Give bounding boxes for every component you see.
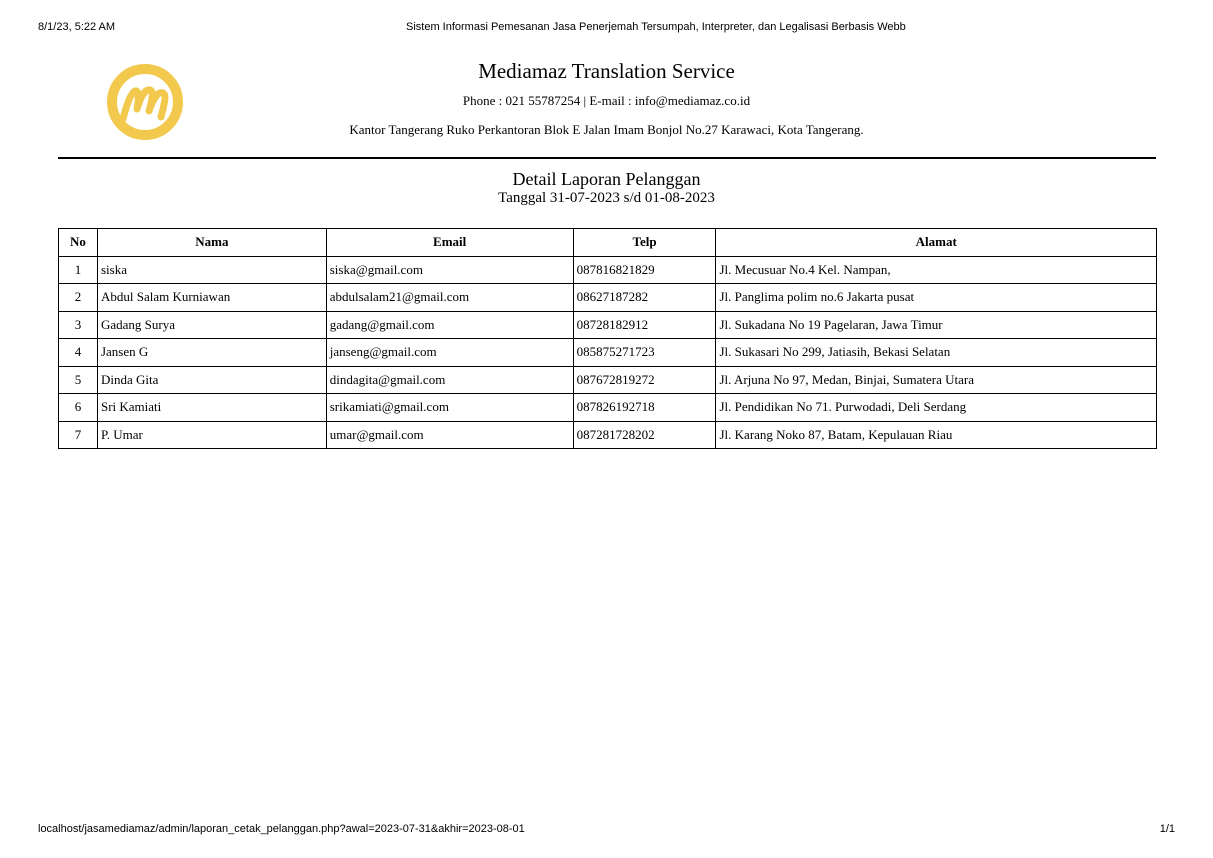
column-header-email: Email bbox=[326, 229, 573, 257]
table-row bbox=[59, 311, 1157, 339]
table-row bbox=[59, 394, 1157, 422]
column-header-alamat: Alamat bbox=[716, 229, 1157, 257]
cell-telp: 087826192718 bbox=[573, 394, 716, 422]
cell-email: srikamiati@gmail.com bbox=[326, 394, 573, 422]
cell-nama: Jansen G bbox=[97, 339, 326, 367]
column-header-telp: Telp bbox=[573, 229, 716, 257]
company-address: Kantor Tangerang Ruko Perkantoran Blok E Jalan Imam Bonjol No.27 Karawaci, Kota Tangerang. bbox=[349, 122, 864, 137]
cell-nama: Dinda Gita bbox=[97, 366, 326, 394]
table-row bbox=[59, 421, 1157, 449]
table-row bbox=[59, 284, 1157, 312]
table-row bbox=[59, 256, 1157, 284]
cell-alamat: Jl. Sukadana No 19 Pagelaran, Jawa Timur bbox=[716, 311, 1157, 339]
table-header-row bbox=[59, 229, 1157, 257]
cell-nama: Abdul Salam Kurniawan bbox=[97, 284, 326, 312]
cell-no: 5 bbox=[59, 366, 98, 394]
column-header-nama: Nama bbox=[97, 229, 326, 257]
customer-report-table bbox=[58, 228, 1157, 449]
cell-email: umar@gmail.com bbox=[326, 421, 573, 449]
report-title: Detail Laporan Pelanggan bbox=[512, 169, 701, 189]
cell-email: gadang@gmail.com bbox=[326, 311, 573, 339]
cell-email: abdulsalam21@gmail.com bbox=[326, 284, 573, 312]
cell-telp: 087816821829 bbox=[573, 256, 716, 284]
table-row bbox=[59, 366, 1157, 394]
cell-no: 3 bbox=[59, 311, 98, 339]
print-header-datetime: 8/1/23, 5:22 AM bbox=[38, 21, 116, 33]
cell-nama: P. Umar bbox=[97, 421, 326, 449]
cell-alamat: Jl. Karang Noko 87, Batam, Kepulauan Riau bbox=[716, 421, 1157, 449]
cell-telp: 085875271723 bbox=[573, 339, 716, 367]
cell-no: 4 bbox=[59, 339, 98, 367]
cell-alamat: Jl. Pendidikan No 71. Purwodadi, Deli Serdang bbox=[716, 394, 1157, 422]
cell-nama: Gadang Surya bbox=[97, 311, 326, 339]
table-row bbox=[59, 339, 1157, 367]
report-period: Tanggal 31-07-2023 s/d 01-08-2023 bbox=[498, 190, 715, 206]
cell-alamat: Jl. Arjuna No 97, Medan, Binjai, Sumatera Utara bbox=[716, 366, 1157, 394]
cell-email: siska@gmail.com bbox=[326, 256, 573, 284]
cell-alamat: Jl. Panglima polim no.6 Jakarta pusat bbox=[716, 284, 1157, 312]
cell-telp: 087672819272 bbox=[573, 366, 716, 394]
company-name: Mediamaz Translation Service bbox=[478, 59, 735, 83]
cell-no: 1 bbox=[59, 256, 98, 284]
print-footer-url: localhost/jasamediamaz/admin/laporan_cetak_pelanggan.php?awal=2023-07-31&akhir=2023-08-01 bbox=[38, 823, 525, 835]
cell-nama: Sri Kamiati bbox=[97, 394, 326, 422]
cell-alamat: Jl. Sukasari No 299, Jatiasih, Bekasi Selatan bbox=[716, 339, 1157, 367]
cell-telp: 08728182912 bbox=[573, 311, 716, 339]
header-divider bbox=[58, 157, 1156, 159]
print-footer-page-number: 1/1 bbox=[1159, 823, 1175, 835]
cell-email: janseng@gmail.com bbox=[326, 339, 573, 367]
cell-telp: 087281728202 bbox=[573, 421, 716, 449]
column-header-no: No bbox=[59, 229, 98, 257]
cell-email: dindagita@gmail.com bbox=[326, 366, 573, 394]
cell-telp: 08627187282 bbox=[573, 284, 716, 312]
cell-nama: siska bbox=[97, 256, 326, 284]
cell-alamat: Jl. Mecusuar No.4 Kel. Nampan, bbox=[716, 256, 1157, 284]
company-contact: Phone : 021 55787254 | E-mail : info@mediamaz.co.id bbox=[462, 93, 751, 108]
cell-no: 2 bbox=[59, 284, 98, 312]
cell-no: 7 bbox=[59, 421, 98, 449]
cell-no: 6 bbox=[59, 394, 98, 422]
print-header-title: Sistem Informasi Pemesanan Jasa Penerjemah Tersumpah, Interpreter, dan Legalisasi Berbasis Webb bbox=[406, 21, 906, 33]
